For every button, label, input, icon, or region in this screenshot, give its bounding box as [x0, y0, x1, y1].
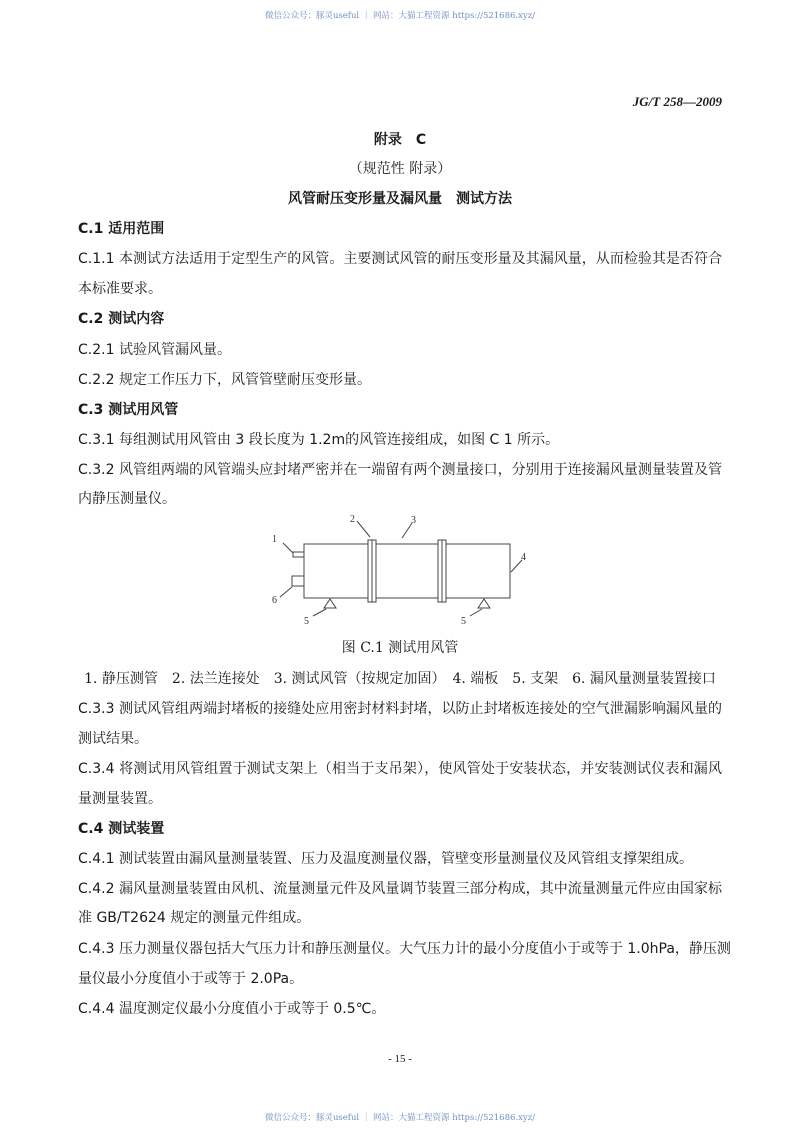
- label-2: 2: [350, 514, 355, 525]
- para-c11-cont: 本标准要求。: [78, 281, 162, 297]
- para-c42: C.4.2 漏风量测量装置由风机、流量测量元件及风量调节装置三部分构成，其中流量测量元件应由国家标: [78, 881, 722, 897]
- label-5-left: 5: [304, 616, 309, 627]
- watermark-bottom: 微信公众号：豚灵useful ｜ 网站：大猫工程资源 https://521686.xyz/: [264, 1113, 536, 1123]
- standard-number: JG/T 258—2009: [632, 94, 722, 109]
- appendix-title: 风管耐压变形量及漏风量 测试方法: [288, 191, 512, 207]
- para-c21: C.2.1 试验风管漏风量。: [78, 342, 231, 358]
- label-6: 6: [272, 595, 277, 606]
- section-c1: C.1 适用范围: [78, 221, 165, 237]
- duct-figure: [260, 510, 540, 630]
- para-c33-cont: 测试结果。: [78, 731, 148, 747]
- para-c42-cont: 准 GB/T2624 规定的测量元件组成。: [78, 910, 311, 926]
- para-c33: C.3.3 测试风管组两端封堵板的接缝处应用密封材料封堵，以防止封堵板连接处的空气泄漏影响漏风量的: [78, 701, 722, 717]
- para-c22: C.2.2 规定工作压力下，风管管壁耐压变形量。: [78, 372, 371, 388]
- section-c3: C.3 测试用风管: [78, 402, 179, 418]
- para-c43-cont: 量仪最小分度值小于或等于 2.0Pa。: [78, 971, 304, 987]
- para-c34-cont: 量测量装置。: [78, 791, 162, 807]
- para-c41: C.4.1 测试装置由漏风量测量装置、压力及温度测量仪器，管壁变形量测量仪及风管组支撑架组成。: [78, 851, 693, 867]
- label-5-right: 5: [461, 616, 466, 627]
- appendix-heading: 附录 C: [373, 132, 427, 148]
- appendix-type: （规范性 附录）: [348, 161, 452, 177]
- section-c2: C.2 测试内容: [78, 311, 165, 327]
- para-c11: C.1.1 本测试方法适用于定型生产的风管。主要测试风管的耐压变形量及其漏风量，从而检验其是否符合: [78, 251, 722, 267]
- para-c34: C.3.4 将测试用风管组置于测试支架上（相当于支吊架），使风管处于安装状态，并安装测试仪表和漏风: [78, 761, 722, 777]
- para-c31: C.3.1 每组测试用风管由 3 段长度为 1.2m的风管连接组成，如图 C 1 所示。: [78, 432, 560, 448]
- label-4: 4: [521, 552, 526, 563]
- para-c44: C.4.4 温度测定仪最小分度值小于或等于 0.5℃。: [78, 1001, 386, 1017]
- figure-caption: 图 C.1 测试用风管: [341, 640, 459, 656]
- para-c43: C.4.3 压力测量仪器包括大气压力计和静压测量仪。大气压力计的最小分度值小于或等于 1.0hPa，静压测: [78, 941, 731, 957]
- watermark-top: 微信公众号：豚灵useful ｜ 网站：大猫工程资源 https://521686.xyz/: [264, 11, 536, 21]
- figure-legend: 1. 静压测管 2. 法兰连接处 3. 测试风管（按规定加固） 4. 端板 5. 支架 6. 漏风量测量装置接口: [84, 671, 716, 687]
- section-c4: C.4 测试装置: [78, 821, 165, 837]
- para-c32-cont: 内静压测量仪。: [78, 491, 176, 507]
- page-number: - 15 -: [388, 1053, 412, 1065]
- label-3: 3: [411, 515, 416, 526]
- para-c32: C.3.2 风管组两端的风管端头应封堵严密并在一端留有两个测量接口，分别用于连接漏风量测量装置及管: [78, 462, 722, 478]
- label-1: 1: [272, 534, 277, 545]
